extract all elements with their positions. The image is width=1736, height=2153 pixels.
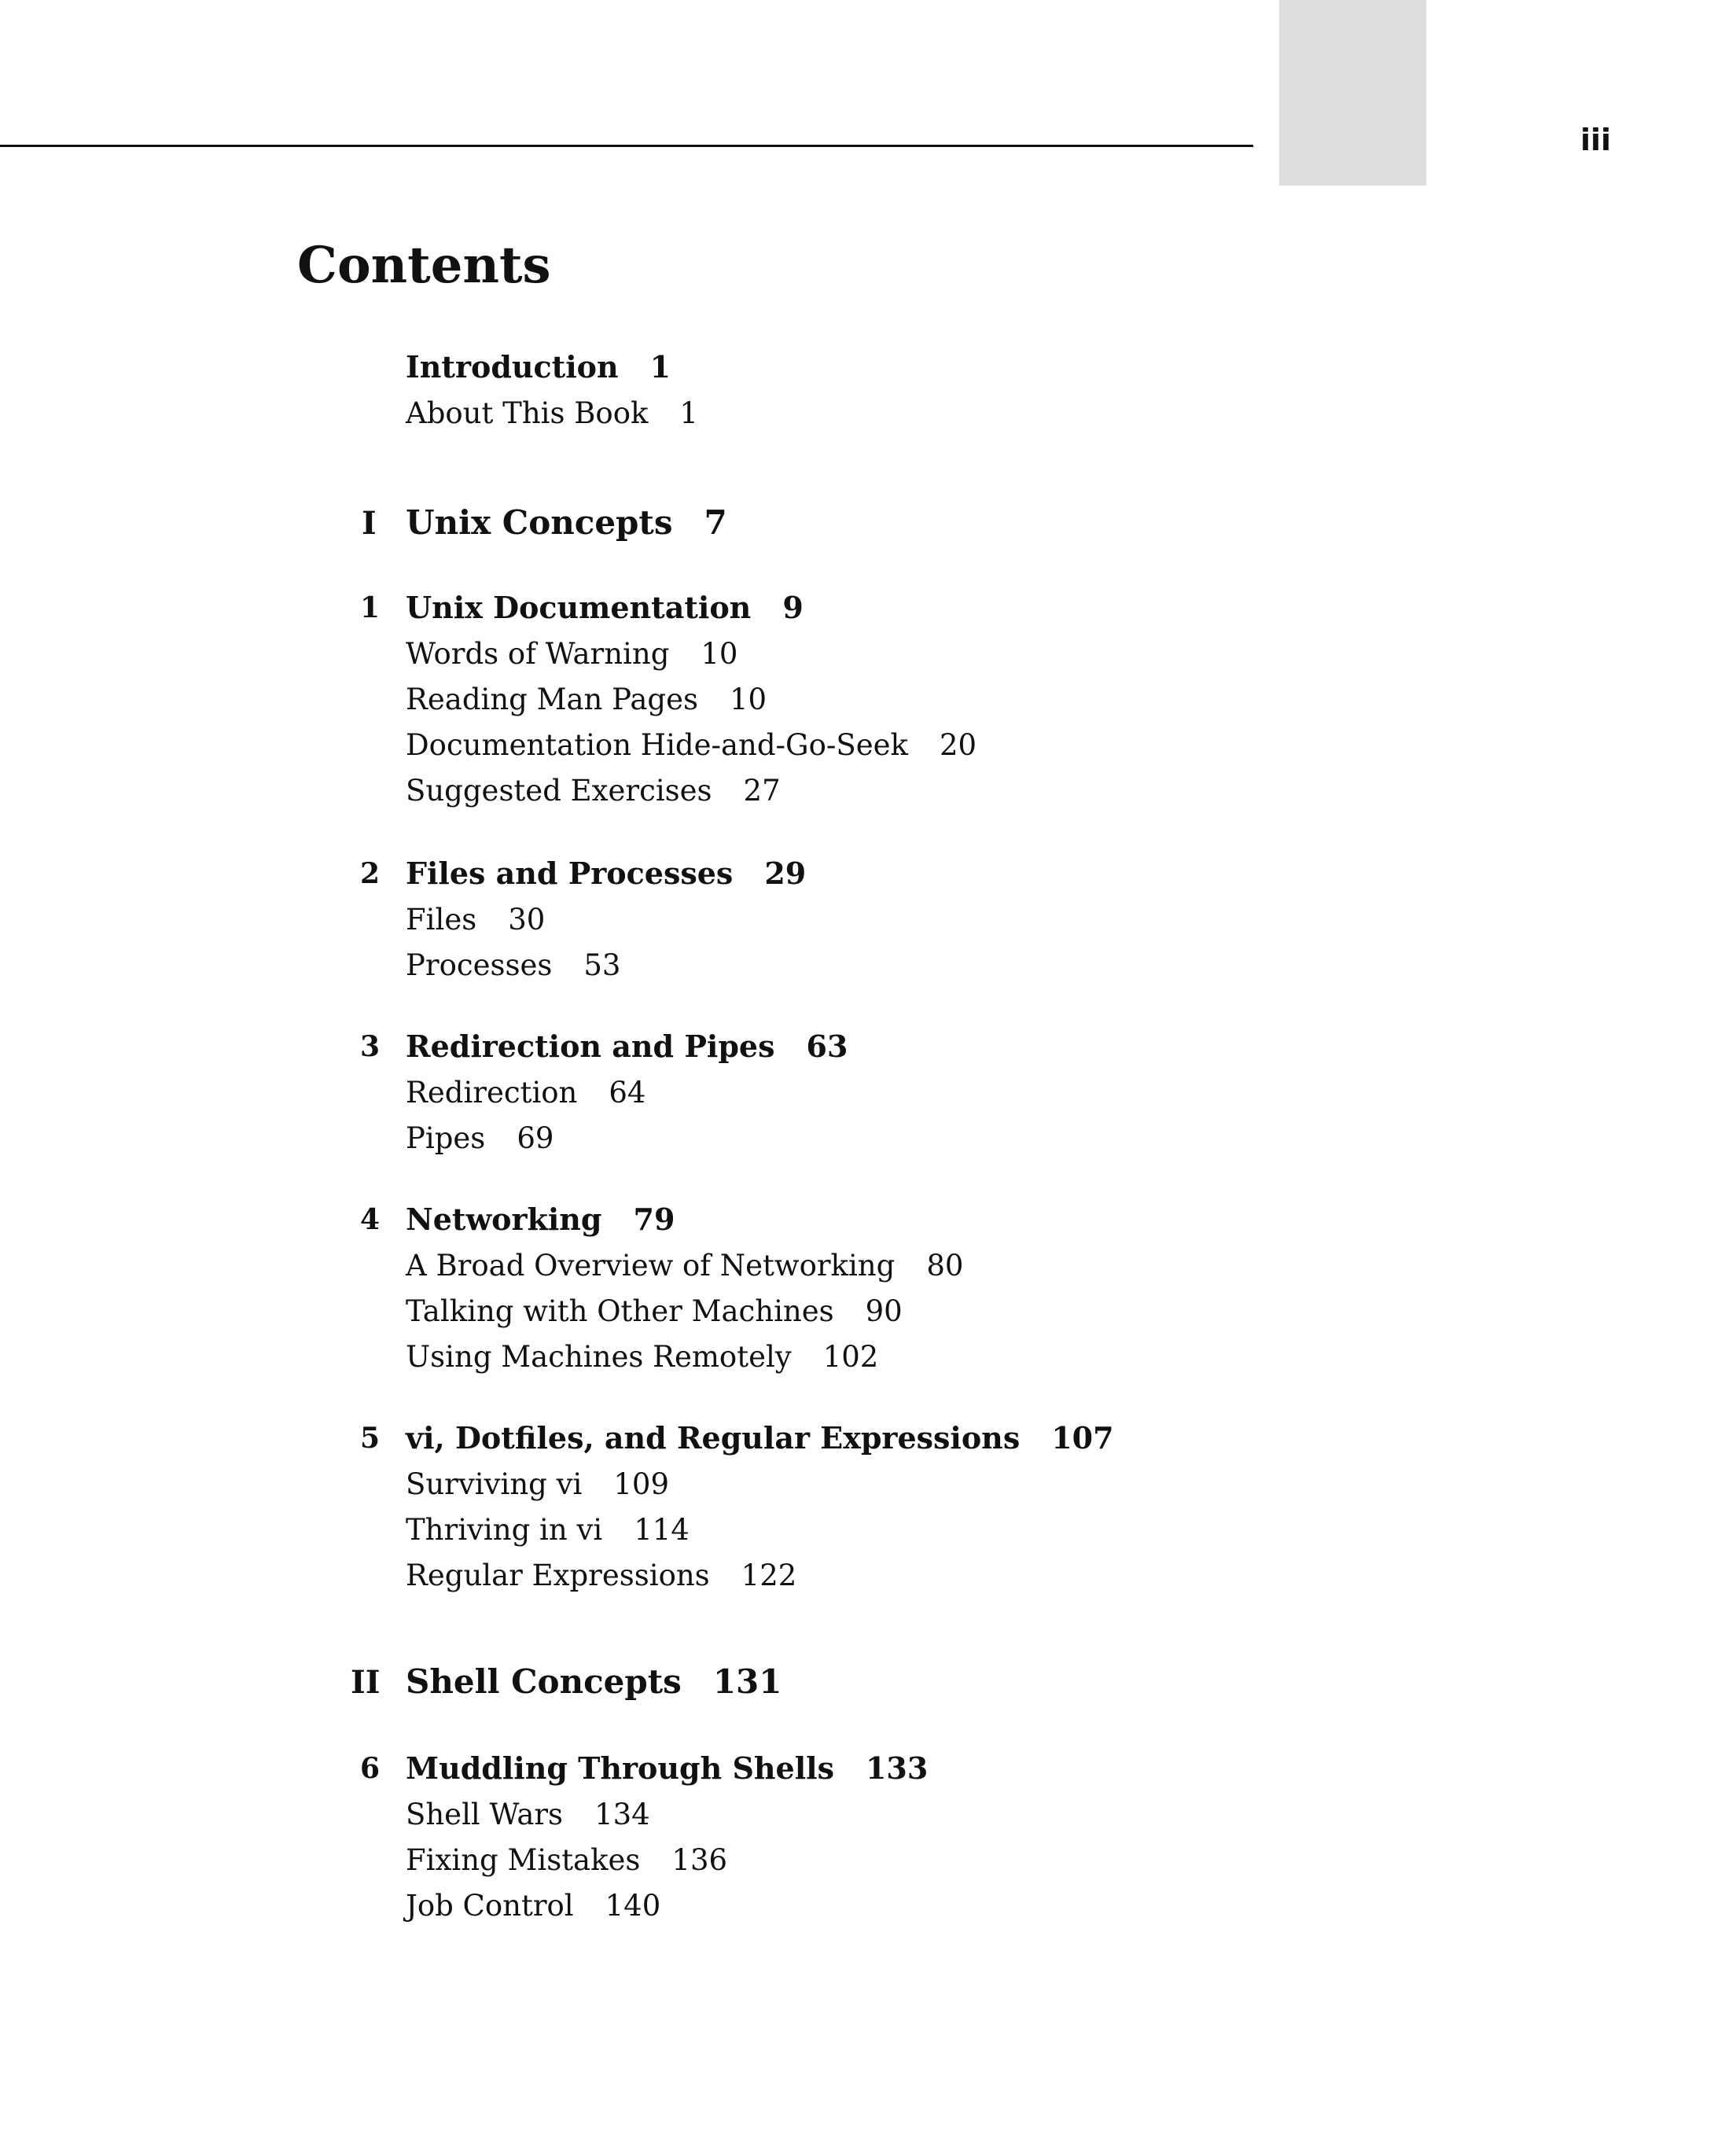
toc-page-number: 136 [671,1843,728,1877]
toc-section[interactable] [406,1843,727,1877]
toc-section[interactable] [406,774,781,808]
toc-chapter-4[interactable] [406,1202,675,1237]
toc-page-number: 63 [806,1029,848,1064]
toc-page-number: 80 [926,1249,964,1283]
toc-chapter-number: 1 [360,591,381,624]
toc-entry-title: Redirection [406,1076,578,1110]
toc-section[interactable] [406,1889,660,1923]
toc-page-number: 1 [649,349,671,385]
toc-entry-title: Documentation Hide-and-Go-Seek [406,728,908,762]
toc-entry-title: Pipes [406,1121,486,1155]
toc-page-number: 69 [517,1121,554,1155]
toc-chapter-number: 4 [360,1203,381,1236]
toc-page-number: 7 [704,503,727,542]
toc-entry-title: A Broad Overview of Networking [406,1249,896,1283]
toc-section[interactable] [406,1294,903,1328]
toc-chapter-number: 6 [360,1752,381,1785]
toc-entry-title: Introduction [406,349,619,385]
toc-section[interactable] [406,1467,669,1501]
toc-page-number: 102 [822,1340,879,1374]
toc-page-number: 9 [782,590,804,625]
toc-page-number: 64 [609,1076,646,1110]
toc-entry-title: Words of Warning [406,637,670,671]
toc-entry-title: Job Control [406,1889,574,1923]
toc-page-number: 114 [634,1513,690,1547]
toc-section[interactable] [406,903,545,937]
toc-page-number: 131 [712,1662,782,1701]
toc-section[interactable] [406,683,767,716]
toc-chapter-6[interactable] [406,1750,928,1786]
toc-page-number: 109 [613,1467,669,1501]
toc-entry-title: Files and Processes [406,856,734,891]
toc-section[interactable] [406,1249,963,1283]
toc-entry-title: Fixing Mistakes [406,1843,641,1877]
toc-entry-title: Unix Documentation [406,590,752,625]
toc-section[interactable] [406,1559,796,1592]
toc-chapter-introduction[interactable] [406,349,671,385]
toc-page-number: 1 [679,396,698,430]
toc-entry-title: Suggested Exercises [406,774,712,808]
toc-section[interactable] [406,637,737,671]
toc-chapter-number: 5 [360,1422,381,1455]
toc-chapter-5[interactable] [406,1420,1114,1456]
toc-entry-title: Surviving vi [406,1467,583,1501]
page-number: iii [1580,123,1612,157]
toc-entry-title: Networking [406,1202,602,1237]
toc-entry-title: Unix Concepts [406,503,673,542]
toc-entry-title: Shell Concepts [406,1662,682,1701]
toc-entry-title: About This Book [406,396,649,430]
toc-page-number: 53 [583,948,621,982]
toc-part-number: I [362,505,377,542]
toc-entry-title: Shell Wars [406,1798,564,1831]
toc-part-unix-concepts[interactable] [406,503,727,542]
toc-chapter-number: 3 [360,1030,381,1063]
toc-page-number: 20 [939,728,977,762]
toc-section[interactable] [406,1121,554,1155]
toc-page-number: 30 [508,903,546,937]
toc-section[interactable] [406,1513,690,1547]
toc-page-number: 90 [865,1294,903,1328]
toc-entry-title: Thriving in vi [406,1513,603,1547]
toc-section[interactable] [406,396,698,430]
toc-entry-title: Files [406,903,477,937]
toc-chapter-3[interactable] [406,1029,848,1064]
toc-entry-title: Regular Expressions [406,1559,710,1592]
toc-page-number: 29 [764,856,807,891]
toc-page-number: 107 [1051,1420,1114,1456]
toc-page-number: 10 [730,683,767,716]
toc-page-number: 122 [741,1559,797,1592]
toc-chapter-number: 2 [360,857,381,890]
toc-section[interactable] [406,728,977,762]
toc-section[interactable] [406,948,620,982]
toc-page-number: 27 [743,774,781,808]
toc-entry-title: Processes [406,948,553,982]
toc-section[interactable] [406,1798,650,1831]
toc-chapter-1[interactable] [406,590,804,625]
toc-page-number: 10 [701,637,738,671]
toc-page-number: 140 [605,1889,661,1923]
toc-part-shell-concepts[interactable] [406,1662,782,1701]
toc-entry-title: Muddling Through Shells [406,1750,834,1786]
toc-section[interactable] [406,1340,878,1374]
toc-part-number: II [351,1664,381,1701]
toc-entry-title: Redirection and Pipes [406,1029,775,1064]
toc-entry-title: Talking with Other Machines [406,1294,834,1328]
toc-page-number: 79 [633,1202,675,1237]
toc-page-number: 133 [865,1750,929,1786]
toc-entry-title: vi, Dotfiles, and Regular Expressions [406,1420,1021,1456]
toc-chapter-2[interactable] [406,856,806,891]
toc-page-number: 134 [594,1798,650,1831]
toc-section[interactable] [406,1076,645,1110]
page-title: Contents [297,236,551,295]
toc-entry-title: Using Machines Remotely [406,1340,792,1374]
toc-entry-title: Reading Man Pages [406,683,699,716]
